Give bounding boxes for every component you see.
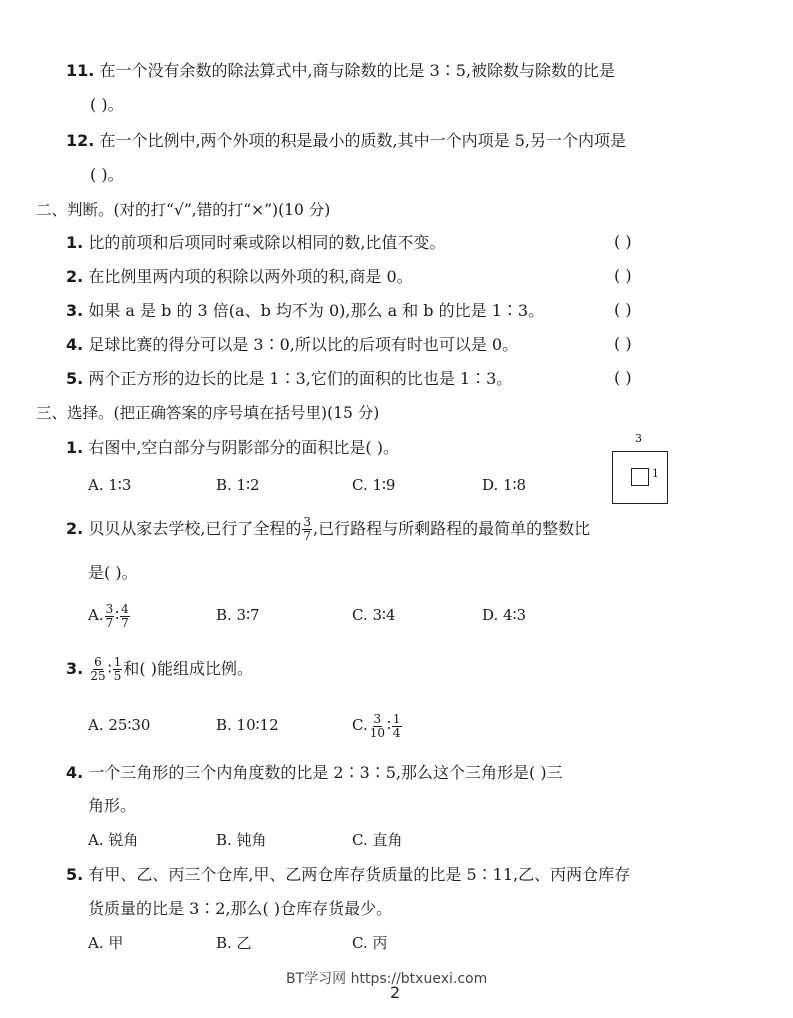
fraction-numerator: 1 [392,711,401,726]
fraction-denominator: 7 [105,615,114,630]
option-a[interactable] [88,598,131,632]
answer-blank: ( )。 [90,95,124,114]
answer-paren[interactable]: ( ) [614,266,632,285]
section-2-title: 二、判断。(对的打“√”,错的打“×”)(10 分) [36,201,331,219]
question-text: 在一个没有余数的除法算式中,商与除数的比是 3∶5,被除数与除数的比是 [99,61,616,80]
fraction [392,713,402,740]
option-b[interactable]: B. 乙 [216,934,252,952]
answer-paren[interactable]: ( ) [614,368,632,387]
fraction-denominator: 25 [90,669,106,683]
question-text: 贝贝从家去学校,已行了全程的 [88,519,302,538]
option-prefix: C. [352,716,368,734]
fraction-numerator: 3 [303,515,312,529]
question-number: 5. [66,865,84,884]
fraction-numerator: 4 [121,601,129,616]
option-a[interactable]: A. 25∶30 [88,716,151,734]
answer-paren[interactable]: ( ) [614,300,632,319]
fraction-numerator: 6 [94,655,102,669]
question-number: 3. [66,659,84,678]
item-text: 比的前项和后项同时乘或除以相同的数,比值不变。 [88,233,446,252]
question-text-cont: 货质量的比是 3∶2,那么( )仓库存货最少。 [88,899,393,918]
choice-question-5 [66,864,630,886]
fraction-denominator: 4 [392,725,401,740]
item-number: 2. [66,267,84,286]
square-figure [612,451,668,504]
answer-paren[interactable]: ( ) [614,232,632,251]
ratio-sign: ∶ [387,716,391,734]
item-number: 1. [66,233,84,252]
option-a[interactable]: A. 1∶3 [88,476,132,494]
option-c[interactable] [352,708,403,742]
fraction-denominator: 10 [369,725,385,740]
option-c[interactable]: C. 直角 [352,831,403,849]
answer-paren[interactable]: ( ) [614,334,632,353]
judge-item-5 [66,368,512,390]
option-b[interactable]: B. 3∶7 [216,606,260,624]
figure-outer-label: 3 [635,432,642,445]
question-text-cont: ,已行路程与所剩路程的最简单的整数比 [313,519,591,538]
question-number: 2. [66,519,84,538]
inner-square [631,468,649,486]
fraction-denominator: 7 [303,529,312,543]
section-3-title: 三、选择。(把正确答案的序号填在括号里)(15 分) [36,404,380,422]
fraction [302,516,312,543]
question-text-cont: 角形。 [88,796,137,815]
item-text: 在比例里两内项的积除以两外项的积,商是 0。 [88,267,413,286]
fraction-numerator: 1 [113,655,122,669]
judge-item-1 [66,232,445,254]
choice-question-2 [66,512,590,546]
item-text: 两个正方形的边长的比是 1∶3,它们的面积的比也是 1∶3。 [88,369,513,388]
item-text: 如果 a 是 b 的 3 倍(a、b 均不为 0),那么 a 和 b 的比是 1∶3。 [88,301,545,320]
question-text: 和( )能组成比例。 [123,659,253,678]
option-d[interactable]: D. 4∶3 [482,606,527,624]
question-text: 一个三角形的三个内角度数的比是 2∶3∶5,那么这个三角形是( )三 [88,763,563,782]
fraction [113,656,123,683]
answer-blank: 是( )。 [88,563,138,582]
judge-item-2 [66,266,413,288]
ratio-sign: ∶ [115,606,120,624]
fraction-denominator: 5 [113,669,122,683]
question-12 [66,130,626,152]
choice-question-3 [66,652,253,686]
choice-question-1 [66,437,399,459]
question-number: 1. [66,438,84,457]
option-b[interactable]: B. 10∶12 [216,716,279,734]
option-c[interactable]: C. 3∶4 [352,606,396,624]
choice-question-4 [66,762,563,784]
ratio-sign: ∶ [107,659,112,678]
option-b[interactable]: B. 钝角 [216,831,267,849]
question-number: 4. [66,763,84,782]
question-11 [66,60,615,82]
fraction [120,603,130,630]
fraction-denominator: 7 [121,615,129,630]
question-text: 在一个比例中,两个外项的积是最小的质数,其中一个内项是 5,另一个内项是 [99,131,626,150]
fraction [89,656,106,683]
watermark: BT学习网 https://btxuexi.com [286,971,488,987]
option-c[interactable]: C. 1∶9 [352,476,396,494]
option-prefix: A. [88,606,104,624]
fraction [369,713,386,740]
judge-item-3 [66,300,544,322]
option-a[interactable]: A. 锐角 [88,831,139,849]
fraction-numerator: 3 [373,711,382,726]
question-number: 12. [66,131,95,150]
fraction-numerator: 3 [105,601,114,616]
option-b[interactable]: B. 1∶2 [216,476,260,494]
option-c[interactable]: C. 丙 [352,934,388,952]
option-d[interactable]: D. 1∶8 [482,476,527,494]
question-text: 有甲、乙、丙三个仓库,甲、乙两仓库存货质量的比是 5∶11,乙、丙两仓库存 [88,865,631,884]
question-text: 右图中,空白部分与阴影部分的面积比是( )。 [88,438,399,457]
question-number: 11. [66,61,95,80]
answer-blank: ( )。 [90,165,124,184]
option-a[interactable]: A. 甲 [88,934,124,952]
judge-item-4 [66,334,518,356]
item-text: 足球比赛的得分可以是 3∶0,所以比的后项有时也可以是 0。 [88,335,519,354]
item-number: 4. [66,335,84,354]
fraction [105,603,115,630]
page-number: 2 [390,983,401,1002]
item-number: 5. [66,369,84,388]
item-number: 3. [66,301,84,320]
figure-inner-label: 1 [652,467,659,480]
